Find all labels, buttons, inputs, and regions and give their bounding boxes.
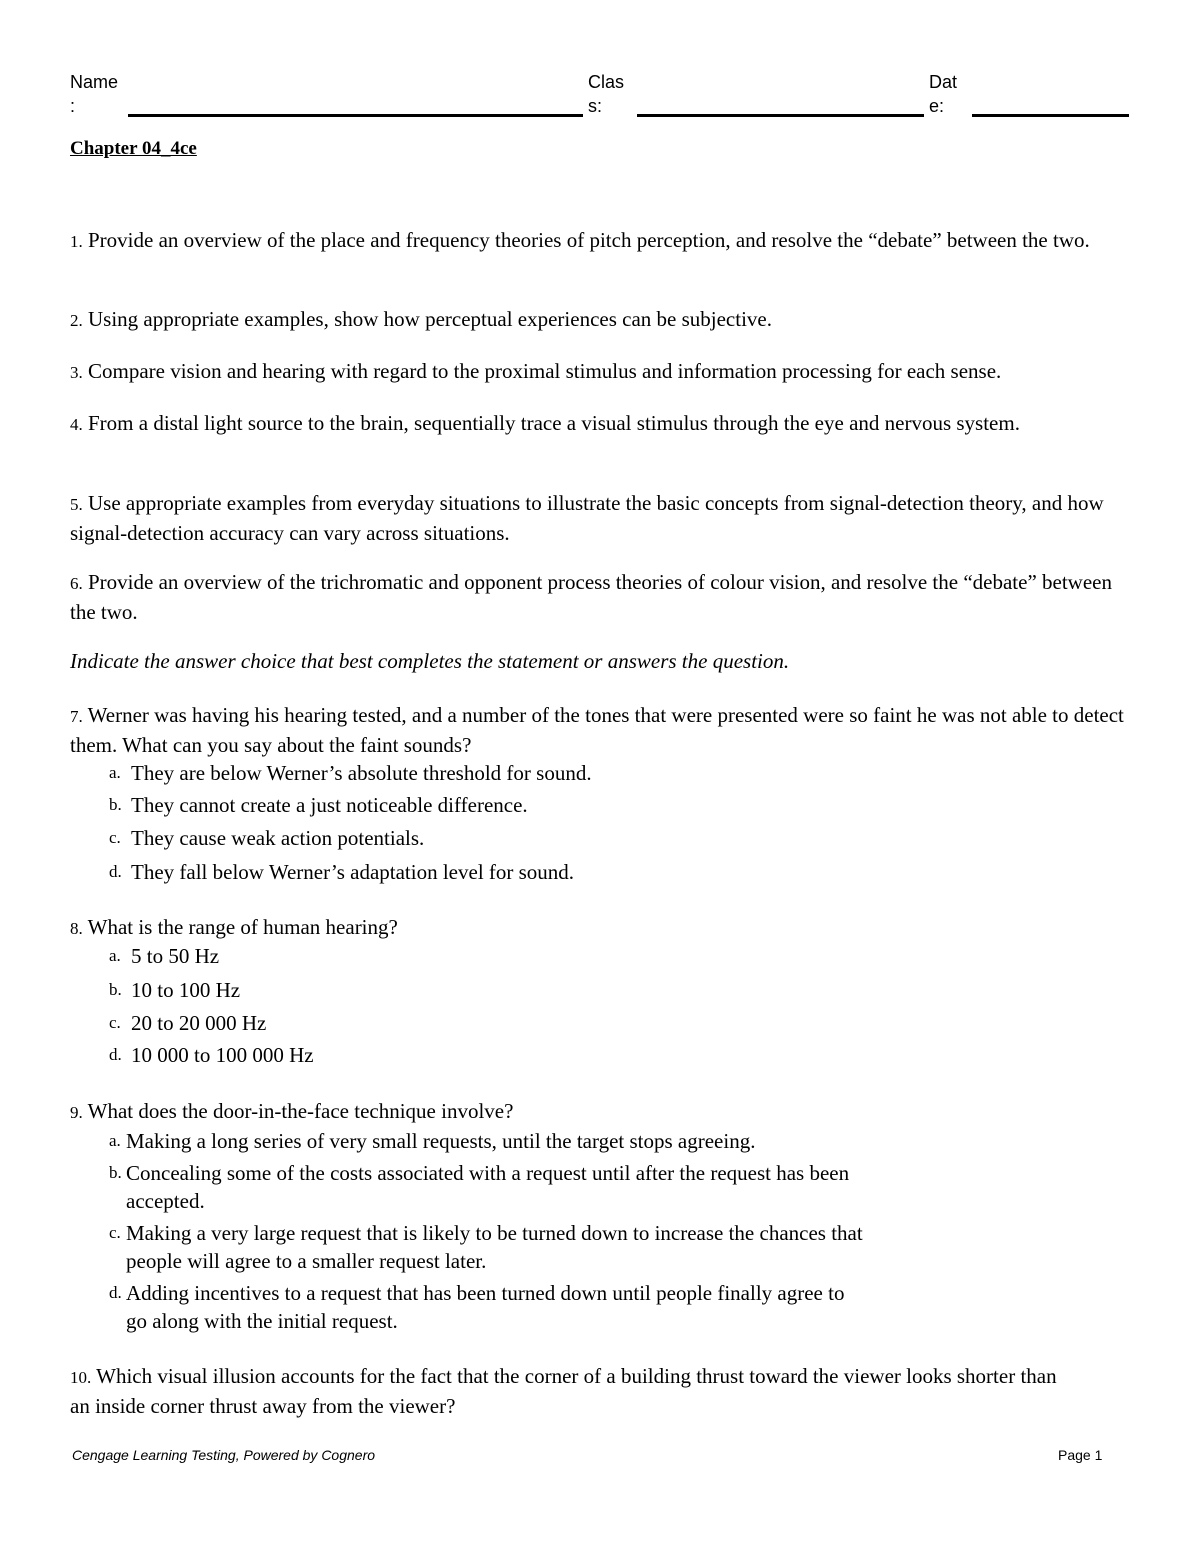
option-letter: b.: [109, 795, 122, 814]
question-number: 2.: [70, 311, 83, 330]
question-8: [70, 913, 1140, 943]
question-number: 8.: [70, 919, 83, 938]
question-text: Which visual illusion accounts for the fact that the corner of a building thrust toward the viewer looks shorter than an inside corner thrust away from the viewer?: [70, 1364, 1057, 1418]
option-letter: d.: [109, 1045, 122, 1064]
class-label-bottom: s:: [588, 96, 603, 116]
question-1: [70, 226, 1140, 256]
question-10: [70, 1362, 1070, 1420]
option-text: Making a very large request that is likely to be turned down to increase the chances that people will agree to a smaller request later.: [126, 1221, 863, 1273]
page-number: Page 1: [1058, 1447, 1103, 1463]
question-text: What is the range of human hearing?: [87, 915, 398, 939]
question-number: 9.: [70, 1103, 83, 1122]
answer-option[interactable]: [109, 1127, 869, 1155]
class-label-top: Clas: [588, 72, 625, 92]
question-text: What does the door-in-the-face technique involve?: [87, 1099, 514, 1123]
question-text: Provide an overview of the trichromatic and opponent process theories of colour vision, and resolve the “debate” between the two.: [70, 570, 1112, 624]
question-number: 4.: [70, 415, 83, 434]
option-letter: b.: [109, 1163, 122, 1182]
option-letter: d.: [109, 862, 122, 881]
name-label-top: Name: [70, 72, 119, 92]
answer-option[interactable]: [109, 942, 869, 970]
question-4: [70, 409, 1140, 439]
option-text: They cannot create a just noticeable difference.: [131, 793, 528, 817]
option-letter: c.: [109, 1223, 121, 1242]
question-7: [70, 701, 1140, 759]
option-letter: a.: [109, 1131, 121, 1150]
option-letter: a.: [109, 763, 121, 782]
question-number: 7.: [70, 707, 83, 726]
question-6: [70, 568, 1140, 626]
chapter-title: Chapter 04_4ce: [70, 138, 197, 159]
answer-option[interactable]: [109, 1159, 869, 1215]
option-text: Concealing some of the costs associated with a request until after the request has been accepted.: [126, 1161, 850, 1213]
name-label-bottom: :: [70, 96, 76, 116]
question-text: Using appropriate examples, show how perceptual experiences can be subjective.: [88, 307, 772, 331]
question-number: 1.: [70, 232, 83, 251]
option-text: 10 000 to 100 000 Hz: [131, 1043, 314, 1067]
date-label-top: Dat: [929, 72, 958, 92]
option-letter: c.: [109, 1013, 121, 1032]
answer-option[interactable]: [109, 1219, 869, 1275]
question-3: [70, 357, 1140, 387]
question-text: Compare vision and hearing with regard to the proximal stimulus and information processing for each sense.: [88, 359, 1002, 383]
option-text: They are below Werner’s absolute threshold for sound.: [131, 761, 592, 785]
answer-option[interactable]: [109, 976, 869, 1004]
answer-option[interactable]: [109, 824, 869, 852]
answer-option[interactable]: [109, 1009, 869, 1037]
question-9: [70, 1097, 1140, 1127]
question-text: Werner was having his hearing tested, and a number of the tones that were presented were so faint he was not able to detect them. What can you say about the faint sounds?: [70, 703, 1124, 757]
option-text: 20 to 20 000 Hz: [131, 1011, 267, 1035]
option-text: 10 to 100 Hz: [131, 978, 241, 1002]
answer-option[interactable]: [109, 759, 869, 787]
option-letter: a.: [109, 946, 121, 965]
answer-option[interactable]: [109, 1041, 869, 1069]
question-2: [70, 305, 1140, 335]
option-text: 5 to 50 Hz: [131, 944, 220, 968]
option-letter: d.: [109, 1283, 122, 1302]
answer-option[interactable]: [109, 791, 869, 819]
date-label-bottom: e:: [929, 96, 945, 116]
date-field-line[interactable]: [972, 114, 1129, 117]
question-text: Provide an overview of the place and frequency theories of pitch perception, and resolve the “debate” between the two.: [88, 228, 1090, 252]
class-field-line[interactable]: [637, 114, 924, 117]
question-text: From a distal light source to the brain, sequentially trace a visual stimulus through the eye and nervous system.: [88, 411, 1020, 435]
option-text: They cause weak action potentials.: [131, 826, 425, 850]
name-field-line[interactable]: [128, 114, 583, 117]
footer-publisher: Cengage Learning Testing, Powered by Cognero: [72, 1447, 376, 1463]
question-number: 5.: [70, 495, 83, 514]
question-5: [70, 489, 1140, 547]
instruction-text: Indicate the answer choice that best completes the statement or answers the question.: [70, 649, 790, 673]
answer-option[interactable]: [109, 858, 869, 886]
option-letter: b.: [109, 980, 122, 999]
option-text: They fall below Werner’s adaptation level for sound.: [131, 860, 575, 884]
option-letter: c.: [109, 828, 121, 847]
option-text: Adding incentives to a request that has been turned down until people finally agree to go along with the initial request.: [126, 1281, 845, 1333]
question-text: Use appropriate examples from everyday situations to illustrate the basic concepts from signal-detection theory, and how signal-detection accuracy can vary across situations.: [70, 491, 1104, 545]
question-number: 6.: [70, 574, 83, 593]
question-number: 10.: [70, 1368, 92, 1387]
option-text: Making a long series of very small requests, until the target stops agreeing.: [126, 1129, 756, 1153]
answer-option[interactable]: [109, 1279, 869, 1335]
question-number: 3.: [70, 363, 83, 382]
